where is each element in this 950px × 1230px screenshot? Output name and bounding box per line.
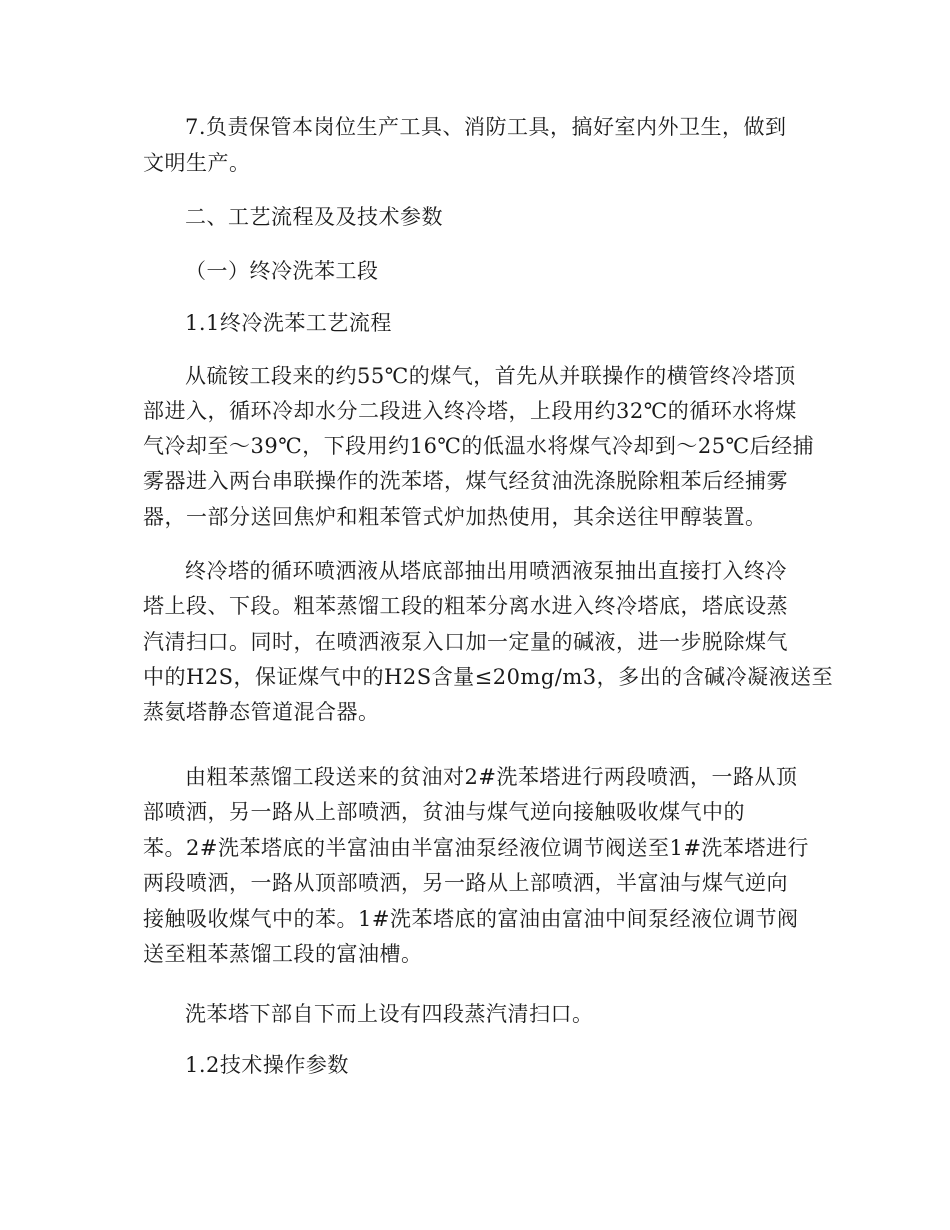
text-line: 从硫铵工段来的约55℃的煤气，首先从并联操作的横管终冷塔顶 bbox=[185, 364, 796, 388]
text-line: 送至粗苯蒸馏工段的富油槽。 bbox=[143, 942, 423, 966]
text-line: 塔上段、下段。粗苯蒸馏工段的粗苯分离水进入终冷塔底，塔底设蒸 bbox=[143, 594, 788, 618]
section-heading: 二、工艺流程及及技术参数 bbox=[185, 205, 443, 229]
text-line: 7.负责保管本岗位生产工具、消防工具，搞好室内外卫生，做到 bbox=[185, 115, 787, 139]
subsection-heading: 1.1终冷洗苯工艺流程 bbox=[185, 311, 392, 335]
text-line: 气冷却至～39℃，下段用约16℃的低温水将煤气冷却到～25℃后经捕 bbox=[143, 434, 815, 458]
text-line: 中的H2S，保证煤气中的H2S含量≤20mg/m3，多出的含碱冷凝液送至 bbox=[143, 665, 834, 689]
text-line: 器，一部分送回焦炉和粗苯管式炉加热使用，其余送往甲醇装置。 bbox=[143, 505, 767, 529]
text-line: 部喷洒，另一路从上部喷洒，贫油与煤气逆向接触吸收煤气中的 bbox=[143, 800, 745, 824]
text-line: 终冷塔的循环喷洒液从塔底部抽出用喷洒液泵抽出直接打入终冷 bbox=[185, 559, 787, 583]
text-line: 由粗苯蒸馏工段送来的贫油对2#洗苯塔进行两段喷洒，一路从顶 bbox=[185, 765, 798, 789]
text-line: 接触吸收煤气中的苯。1#洗苯塔底的富油由富油中间泵经液位调节阀 bbox=[143, 907, 799, 931]
text-line: 洗苯塔下部自下而上设有四段蒸汽清扫口。 bbox=[185, 1002, 594, 1026]
text-line: 两段喷洒，一路从顶部喷洒，另一路从上部喷洒，半富油与煤气逆向 bbox=[143, 871, 788, 895]
text-line: 雾器进入两台串联操作的洗苯塔，煤气经贫油洗涤脱除粗苯后经捕雾 bbox=[143, 469, 788, 493]
text-line: 文明生产。 bbox=[143, 151, 251, 175]
text-line: 苯。2#洗苯塔底的半富油由半富油泵经液位调节阀送至1#洗苯塔进行 bbox=[143, 836, 809, 860]
subsection-heading: 1.2技术操作参数 bbox=[185, 1053, 349, 1077]
text-line: 部进入，循环冷却水分二段进入终冷塔，上段用约32℃的循环水将煤 bbox=[143, 399, 797, 423]
text-line: 蒸氨塔静态管道混合器。 bbox=[143, 700, 380, 724]
subsection-heading: （一）终冷洗苯工段 bbox=[185, 259, 379, 283]
text-line: 汽清扫口。同时，在喷洒液泵入口加一定量的碱液，进一步脱除煤气 bbox=[143, 630, 788, 654]
